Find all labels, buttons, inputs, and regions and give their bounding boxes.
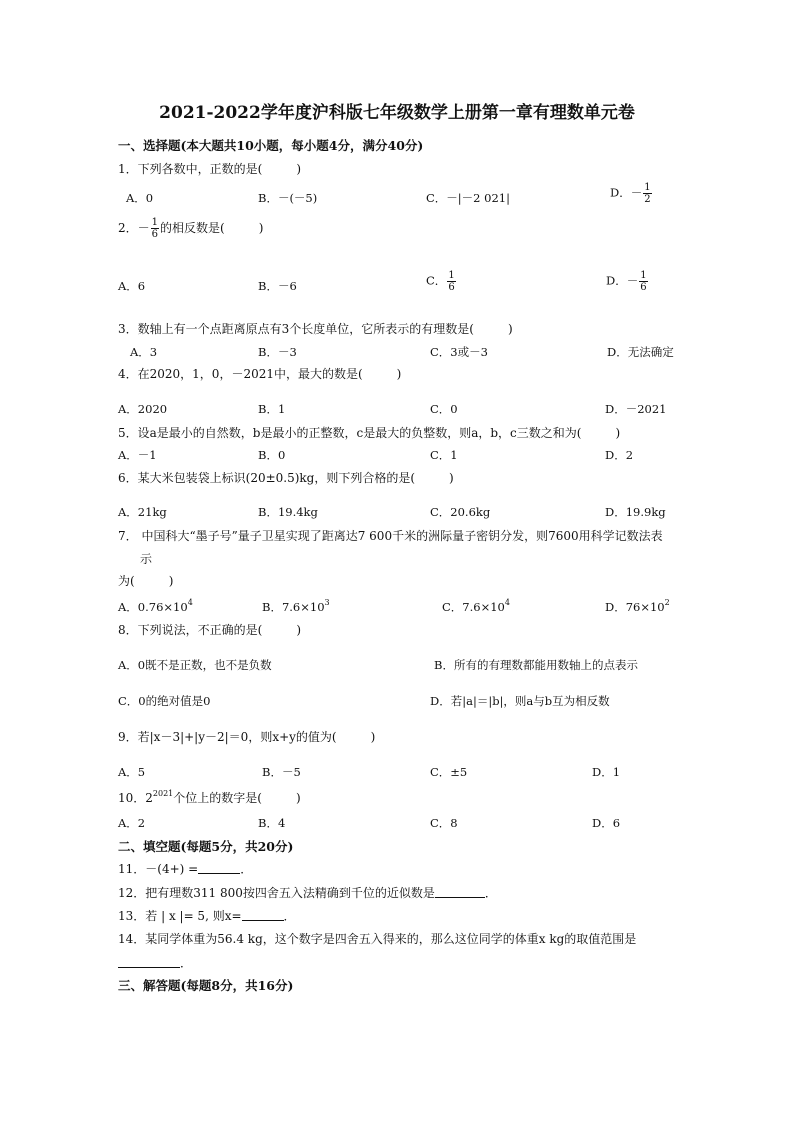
fraction-denominator: 6: [151, 229, 159, 240]
question-7-line-2: 示: [140, 552, 153, 566]
question-6: [118, 469, 454, 486]
question-8-close: ): [296, 623, 302, 637]
q10-option-d: D．6: [592, 816, 621, 830]
q5-option-c: C．1: [430, 448, 458, 462]
question-1-stem: 1．下列各数中，正数的是(: [118, 162, 263, 176]
q9-option-a: A．5: [118, 765, 146, 779]
question-9-close: ): [370, 730, 376, 744]
q6-option-d: D．19.9kg: [605, 505, 666, 519]
q7-option-d: [605, 598, 670, 615]
question-1: [118, 160, 301, 177]
question-2-prefix: 2．－: [118, 221, 150, 235]
question-7-stem-end: 为(: [118, 574, 135, 588]
answer-blank[interactable]: [118, 956, 180, 968]
question-10-close: ): [295, 791, 301, 805]
q7-option-c: [442, 598, 510, 615]
question-8-stem: 8．下列说法，不正确的是(: [118, 623, 263, 637]
question-6-close: ): [449, 471, 454, 485]
q2-option-a: A．6: [118, 279, 146, 293]
question-4: [118, 365, 401, 382]
question-2-close: ): [258, 221, 264, 235]
q10-option-a: A．2: [118, 816, 146, 830]
q5-option-a: A．－1: [118, 448, 157, 462]
q7-option-c-exponent: 4: [504, 598, 510, 607]
question-10-stem: 个位上的数字是(: [173, 791, 262, 805]
q3-option-c: C．3或－3: [430, 345, 488, 359]
q9-option-d: D．1: [592, 765, 621, 779]
section-heading-choice: 一、选择题(本大题共10小题，每小题4分，满分40分): [118, 138, 424, 153]
q7-option-c-base: C．7.6×10: [442, 600, 505, 614]
q1-option-d-prefix: D．－: [610, 185, 643, 200]
question-2: [118, 217, 263, 240]
question-9: [118, 728, 375, 745]
question-2-stem: 的相反数是(: [160, 221, 225, 235]
question-6-stem: 6．某大米包装袋上标识(20±0.5)kg，则下列合格的是(: [118, 471, 416, 485]
question-12-end: ．: [484, 886, 497, 900]
page-title: 2021-2022学年度沪科版七年级数学上册第一章有理数单元卷: [159, 103, 635, 123]
question-5: [118, 424, 620, 441]
question-11-stem: 11．－(4+) =: [118, 862, 199, 876]
question-10: [118, 789, 301, 806]
q8-option-c: C．0的绝对值是0: [118, 694, 211, 708]
question-13: [118, 907, 296, 924]
question-4-stem: 4．在2020，1，0，－2021中，最大的数是(: [118, 367, 363, 381]
q7-option-d-exponent: 2: [664, 598, 670, 607]
q2-option-b: B．－6: [258, 279, 297, 293]
question-11-end: ．: [240, 862, 253, 876]
fraction-numerator: 1: [448, 270, 455, 281]
question-14-line-1: 14．某同学体重为56.4 kg，这个数字是四舍五入得来的，那么这位同学的体重x kg的取值范围是: [118, 932, 637, 946]
fraction-numerator: 1: [640, 270, 647, 281]
q10-option-c: C．8: [430, 816, 458, 830]
question-3-close: ): [507, 322, 513, 336]
q2-option-d-fraction: [639, 270, 647, 293]
q6-option-a: A．21kg: [118, 505, 167, 519]
q7-option-a: [118, 598, 193, 615]
q1-option-d-fraction: [643, 182, 651, 205]
question-13-stem: 13．若 | x |= 5, 则x=: [118, 909, 242, 923]
q5-option-d: D．2: [605, 448, 634, 462]
q9-option-c: C．±5: [430, 765, 468, 779]
fraction-numerator: 1: [151, 217, 159, 228]
q7-option-a-exponent: 4: [187, 598, 193, 607]
q7-option-a-base: A．0.76×10: [118, 600, 188, 614]
q7-option-b-base: B．7.6×10: [262, 600, 325, 614]
question-14-end: ．: [180, 956, 193, 970]
q1-option-a: A．0: [126, 191, 154, 205]
question-7-close: ): [168, 574, 174, 588]
question-12: [118, 884, 497, 901]
q6-option-b: B．19.4kg: [258, 505, 318, 519]
question-13-end: ．: [283, 909, 296, 923]
question-3: [118, 320, 513, 337]
q7-option-b: [262, 598, 330, 615]
question-12-stem: 12．把有理数311 800按四舍五入法精确到千位的近似数是: [118, 886, 435, 900]
q6-option-c: C．20.6kg: [430, 505, 491, 519]
question-7-line-3: [118, 572, 173, 589]
q10-option-b: B．4: [258, 816, 286, 830]
q2-option-c-prefix: C．: [426, 273, 447, 288]
question-2-fraction: [151, 217, 159, 240]
q3-option-a: A．3: [130, 345, 158, 359]
q3-option-b: B．－3: [258, 345, 297, 359]
q2-option-c-fraction: [447, 270, 455, 293]
q8-option-a: A．0既不是正数，也不是负数: [118, 658, 272, 672]
question-14-line-2: [118, 954, 192, 971]
q2-option-d: [606, 270, 649, 293]
section-heading-fill-in: 二、填空题(每题5分，共20分): [118, 839, 294, 854]
q4-option-c: C．0: [430, 402, 458, 416]
q8-option-d: D．若|a|＝|b|，则a与b互为相反数: [430, 694, 610, 708]
q9-option-b: B．－5: [262, 765, 301, 779]
question-8: [118, 621, 301, 638]
question-9-stem: 9．若|x－3|+|y－2|＝0，则x+y的值为(: [118, 730, 337, 744]
q8-option-b: B．所有的有理数都能用数轴上的点表示: [434, 658, 638, 672]
fraction-denominator: 6: [640, 282, 647, 293]
fraction-numerator: 1: [644, 182, 651, 193]
question-7-line-1: 7． 中国科大“墨子号”量子卫星实现了距离达7 600千米的洲际量子密钥分发，则7600用科学记数法表: [118, 529, 663, 543]
q7-option-d-base: D．76×10: [605, 600, 665, 614]
q1-option-c: C．－|－2 021|: [426, 191, 510, 205]
answer-blank[interactable]: [242, 909, 284, 921]
q7-option-b-exponent: 3: [324, 598, 330, 607]
q2-option-c: [426, 270, 457, 293]
q4-option-a: A．2020: [118, 402, 168, 416]
fraction-denominator: 6: [448, 282, 455, 293]
question-11: [118, 860, 252, 877]
question-4-close: ): [396, 367, 402, 381]
section-heading-solution: 三、解答题(每题8分，共16分): [118, 978, 294, 993]
question-3-stem: 3．数轴上有一个点距离原点有3个长度单位，它所表示的有理数是(: [118, 322, 474, 336]
question-10-exponent: 2021: [152, 789, 174, 798]
question-5-close: ): [615, 426, 621, 440]
fraction-denominator: 2: [644, 194, 651, 205]
q3-option-d: D．无法确定: [607, 345, 674, 359]
q1-option-b: B．－(－5): [258, 191, 318, 205]
q2-option-d-prefix: D．－: [606, 273, 639, 288]
q1-option-d: [610, 182, 653, 205]
question-5-stem: 5．设a是最小的自然数，b是最小的正整数，c是最大的负整数，则a，b，c三数之和为(: [118, 426, 582, 440]
q4-option-b: B．1: [258, 402, 286, 416]
question-1-close: ): [296, 162, 302, 176]
q4-option-d: D．－2021: [605, 402, 667, 416]
question-10-prefix: 10．2: [118, 791, 153, 805]
q5-option-b: B．0: [258, 448, 286, 462]
answer-blank[interactable]: [435, 886, 485, 898]
answer-blank[interactable]: [198, 862, 240, 874]
